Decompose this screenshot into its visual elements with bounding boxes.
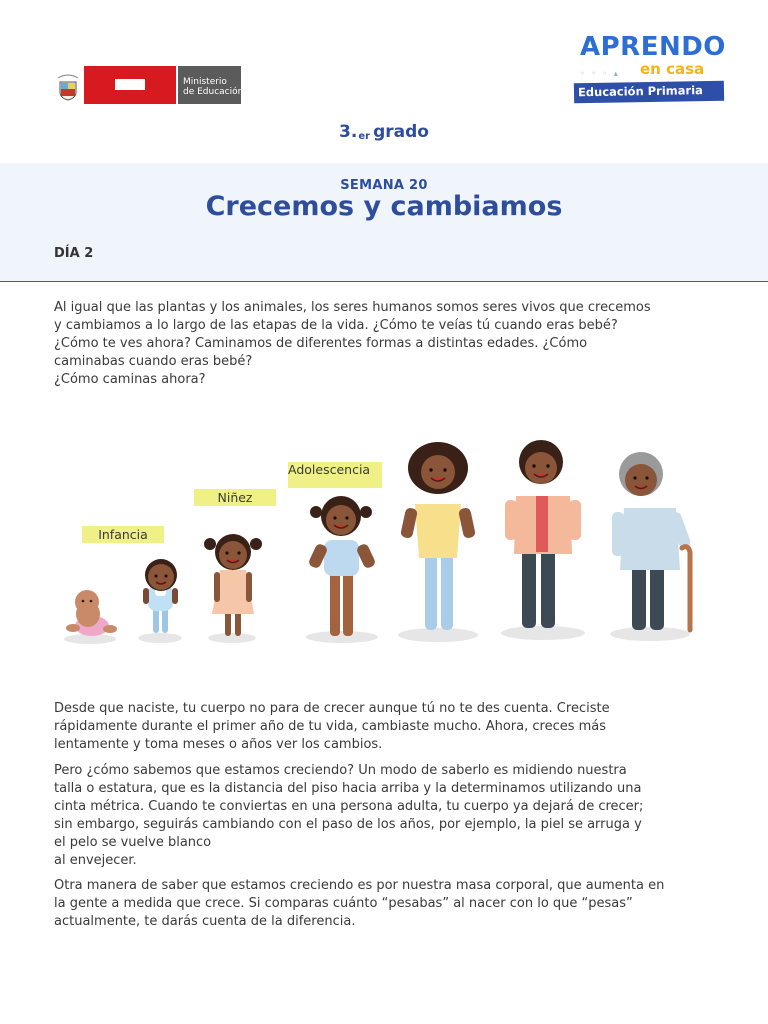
- stage-label-infancia: Infancia: [82, 526, 164, 543]
- young-adult-figure: [400, 442, 476, 630]
- stage-label-adolescencia: Adolescencia: [288, 462, 382, 488]
- aprendo-en-casa-logo: [574, 32, 726, 106]
- body-paragraph-1: Desde que naciste, tu cuerpo no para de crecer aunque tú no te des cuenta. Creciste rápidamente durante el primer año de tu vida, cambiaste mucho. Ahora, creces más lentamente y toma meses o años ver los cambios.: [54, 701, 610, 752]
- ministry-logo: [54, 66, 244, 104]
- coat-of-arms-icon: [54, 70, 82, 102]
- stage-label-ninez: Niñez: [194, 489, 276, 506]
- brand-dots-icon: ◦ ◦ ◦ ▴: [580, 69, 620, 78]
- body-paragraph-2: Pero ¿cómo sabemos que estamos creciendo? Un modo de saberlo es midiendo nuestra talla o estatura, que es la distancia del piso hacia arriba y la determinamos utilizando una cinta métrica. Cuando te conviertas en una persona adulta, tu cuerpo ya dejará de crecer; sin embargo, seguirás cambiando con el paso de los años, por ejemplo, la piel se arruga y el pelo se vuelve blanco al envejecer.: [54, 763, 644, 868]
- ministry-red-block: [84, 66, 176, 104]
- ministry-name-block: [178, 66, 244, 104]
- teen-figure: [307, 496, 376, 636]
- elderly-figure: [612, 452, 692, 630]
- body-paragraph-3: Otra manera de saber que estamos creciendo es por nuestra masa corporal, que aumenta en la gente a medida que crece. Si comparas cuánto “pesabas” al nacer con lo que “pesas” actualmente, te darás cuenta de la diferencia.: [54, 878, 665, 929]
- grade-heading: $3._{er}$ grado: [339, 122, 429, 142]
- brand-title: APRENDO: [580, 32, 726, 62]
- child-figure: [204, 534, 262, 636]
- brand-band: Educación Primaria: [574, 81, 724, 104]
- ministry-name: Ministerio de Educación: [183, 77, 244, 97]
- growth-stages-illustration: [60, 430, 710, 655]
- brand-subtitle: en casa: [640, 60, 705, 78]
- toddler-figure: [143, 559, 178, 633]
- baby-figure: [66, 590, 117, 636]
- week-label: SEMANA 20: [340, 178, 428, 193]
- page-title: Crecemos y cambiamos: [205, 191, 563, 222]
- intro-paragraph: Al igual que las plantas y los animales, los seres humanos somos seres vivos que crecemos y cambiamos a lo largo de las etapas de la vida. ¿Cómo te veías tú cuando eras bebé? ¿Cómo te ves ahora? Caminamos de diferentes formas a distintas edades. ¿Cómo caminabas cuando eras bebé? ¿Cómo caminas ahora?: [54, 300, 651, 387]
- day-label: DÍA 2: [54, 246, 94, 261]
- adult-figure: [505, 440, 581, 628]
